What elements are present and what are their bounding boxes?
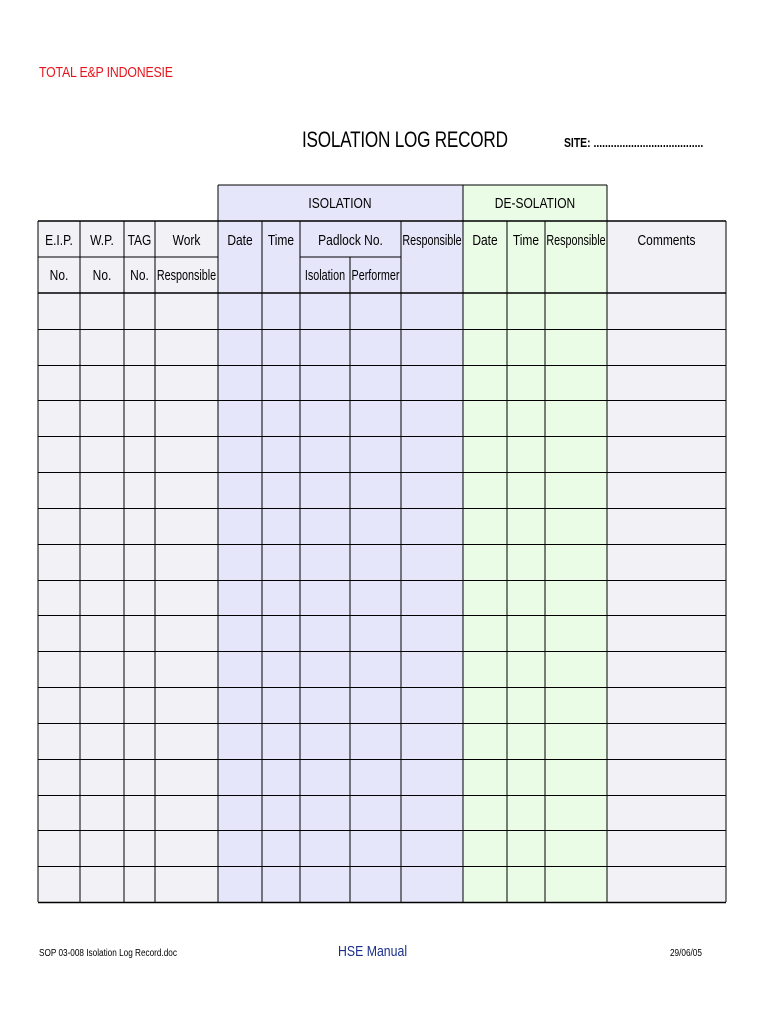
col-padlock-performer: Performer	[351, 266, 400, 284]
footer-document-name: SOP 03-008 Isolation Log Record.doc	[39, 948, 177, 959]
footer-date: 29/06/05	[670, 948, 702, 959]
left-columns-fill	[38, 221, 218, 902]
col-eip-line2: No.	[49, 266, 69, 284]
col-isolation-responsible: Responsible	[402, 231, 462, 249]
col-work-line1: Work	[172, 231, 201, 249]
company-name: TOTAL E&P INDONESIE	[39, 64, 173, 81]
col-wp-line2: No.	[92, 266, 112, 284]
col-wp-line1: W.P.	[90, 231, 114, 249]
col-desolation-responsible: Responsible	[546, 231, 606, 249]
comments-column-fill	[607, 221, 726, 902]
col-padlock-no: Padlock No.	[318, 231, 383, 249]
footer-manual-label: HSE Manual	[338, 943, 408, 960]
site-field-label: SITE: ......................................	[564, 135, 704, 150]
isolation-group-header: ISOLATION	[308, 194, 372, 212]
col-eip-line1: E.I.P.	[45, 231, 73, 249]
col-desolation-time: Time	[512, 231, 540, 249]
col-comments: Comments	[637, 231, 696, 249]
col-isolation-date: Date	[227, 231, 253, 249]
page-title: ISOLATION LOG RECORD	[302, 127, 508, 152]
col-tag-line1: TAG	[127, 231, 152, 249]
col-tag-line2: No.	[130, 266, 149, 284]
col-padlock-isolation: Isolation	[304, 266, 346, 284]
desolation-group-header: DE-SOLATION	[494, 194, 576, 212]
col-work-line2: Responsible	[156, 266, 217, 284]
col-desolation-date: Date	[472, 231, 498, 249]
col-isolation-time: Time	[267, 231, 295, 249]
